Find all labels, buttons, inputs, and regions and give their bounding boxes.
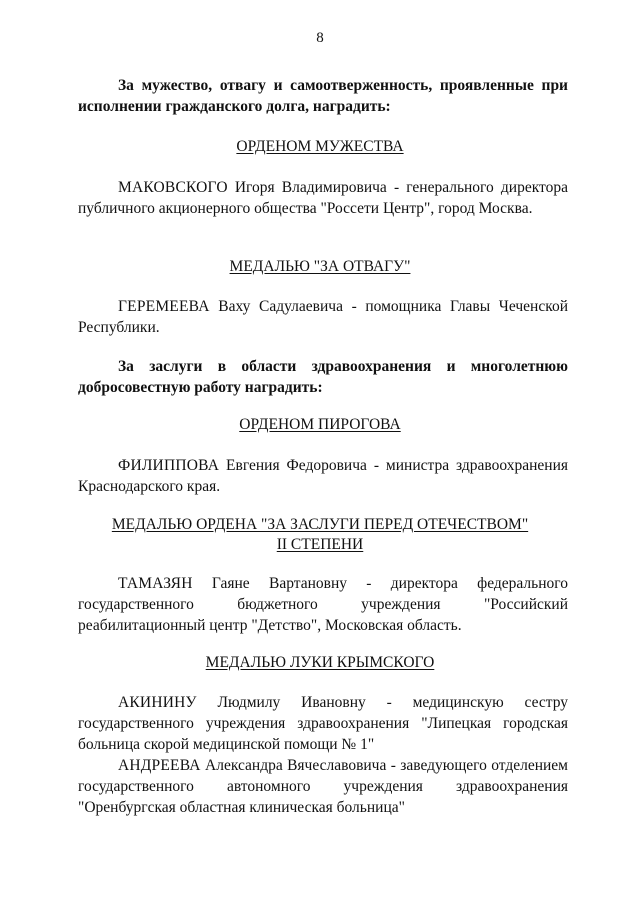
recipient-entry (78, 573, 568, 636)
award-heading-order-of-courage: ОРДЕНОМ МУЖЕСТВА (236, 138, 404, 155)
recipient-surname: АКИНИНУ (118, 694, 197, 711)
recipient-surname: АНДРЕЕВА (118, 757, 201, 774)
recipient-details: Евгения Федоровича - министра здравоохранения Краснодарского края. (78, 457, 569, 495)
award-heading-degree: II СТЕПЕНИ (276, 536, 364, 553)
section-intro-healthcare: За заслуги в области здравоохранения и многолетнюю добросовестную работу наградить: (78, 358, 568, 396)
award-heading-medal-for-courage: МЕДАЛЬЮ "ЗА ОТВАГУ" (229, 258, 411, 275)
recipient-details: Ваху Садулаевича - помощника Главы Чеченской Республики. (78, 298, 569, 336)
award-heading-order-of-pirogov: ОРДЕНОМ ПИРОГОВА (239, 416, 401, 433)
recipient-entry (78, 296, 568, 338)
recipient-details: Игоря Владимировича - генерального директора публичного акционерного общества "Россети Центр", город Москва. (78, 179, 568, 217)
recipient-surname: ГЕРЕМЕЕВА (118, 298, 210, 315)
recipient-details: Людмилу Ивановну - медицинскую сестру государственного учреждения здравоохранения "Липецкая городская больница скорой медицинской помощи № 1" (78, 694, 568, 753)
recipient-details: Александра Вячеславовича - заведующего отделением государственного автономного учреждения здравоохранения "Оренбургская областная клиническая больница" (78, 757, 568, 816)
recipient-surname: ФИЛИППОВА (118, 457, 220, 474)
recipient-entry (78, 455, 568, 497)
award-heading-medal-luka-krymsky: МЕДАЛЬЮ ЛУКИ КРЫМСКОГО (205, 654, 435, 671)
section-intro-courage: За мужество, отвагу и самоотверженность, проявленные при исполнении гражданского долга, наградить: (78, 77, 568, 115)
page-number: 8 (316, 30, 324, 46)
recipient-surname: МАКОВСКОГО (118, 179, 228, 196)
recipient-entry (78, 692, 568, 755)
recipient-entry (78, 177, 568, 219)
award-heading-medal-merit-fatherland: МЕДАЛЬЮ ОРДЕНА "ЗА ЗАСЛУГИ ПЕРЕД ОТЕЧЕСТВОМ" (111, 516, 529, 533)
recipient-entry (78, 755, 568, 818)
recipient-surname: ТАМАЗЯН (118, 575, 193, 592)
recipient-details: Гаяне Вартановну - директора федерального государственного бюджетного учреждения "Российский реабилитационный центр "Детство", Московская область. (78, 575, 568, 634)
